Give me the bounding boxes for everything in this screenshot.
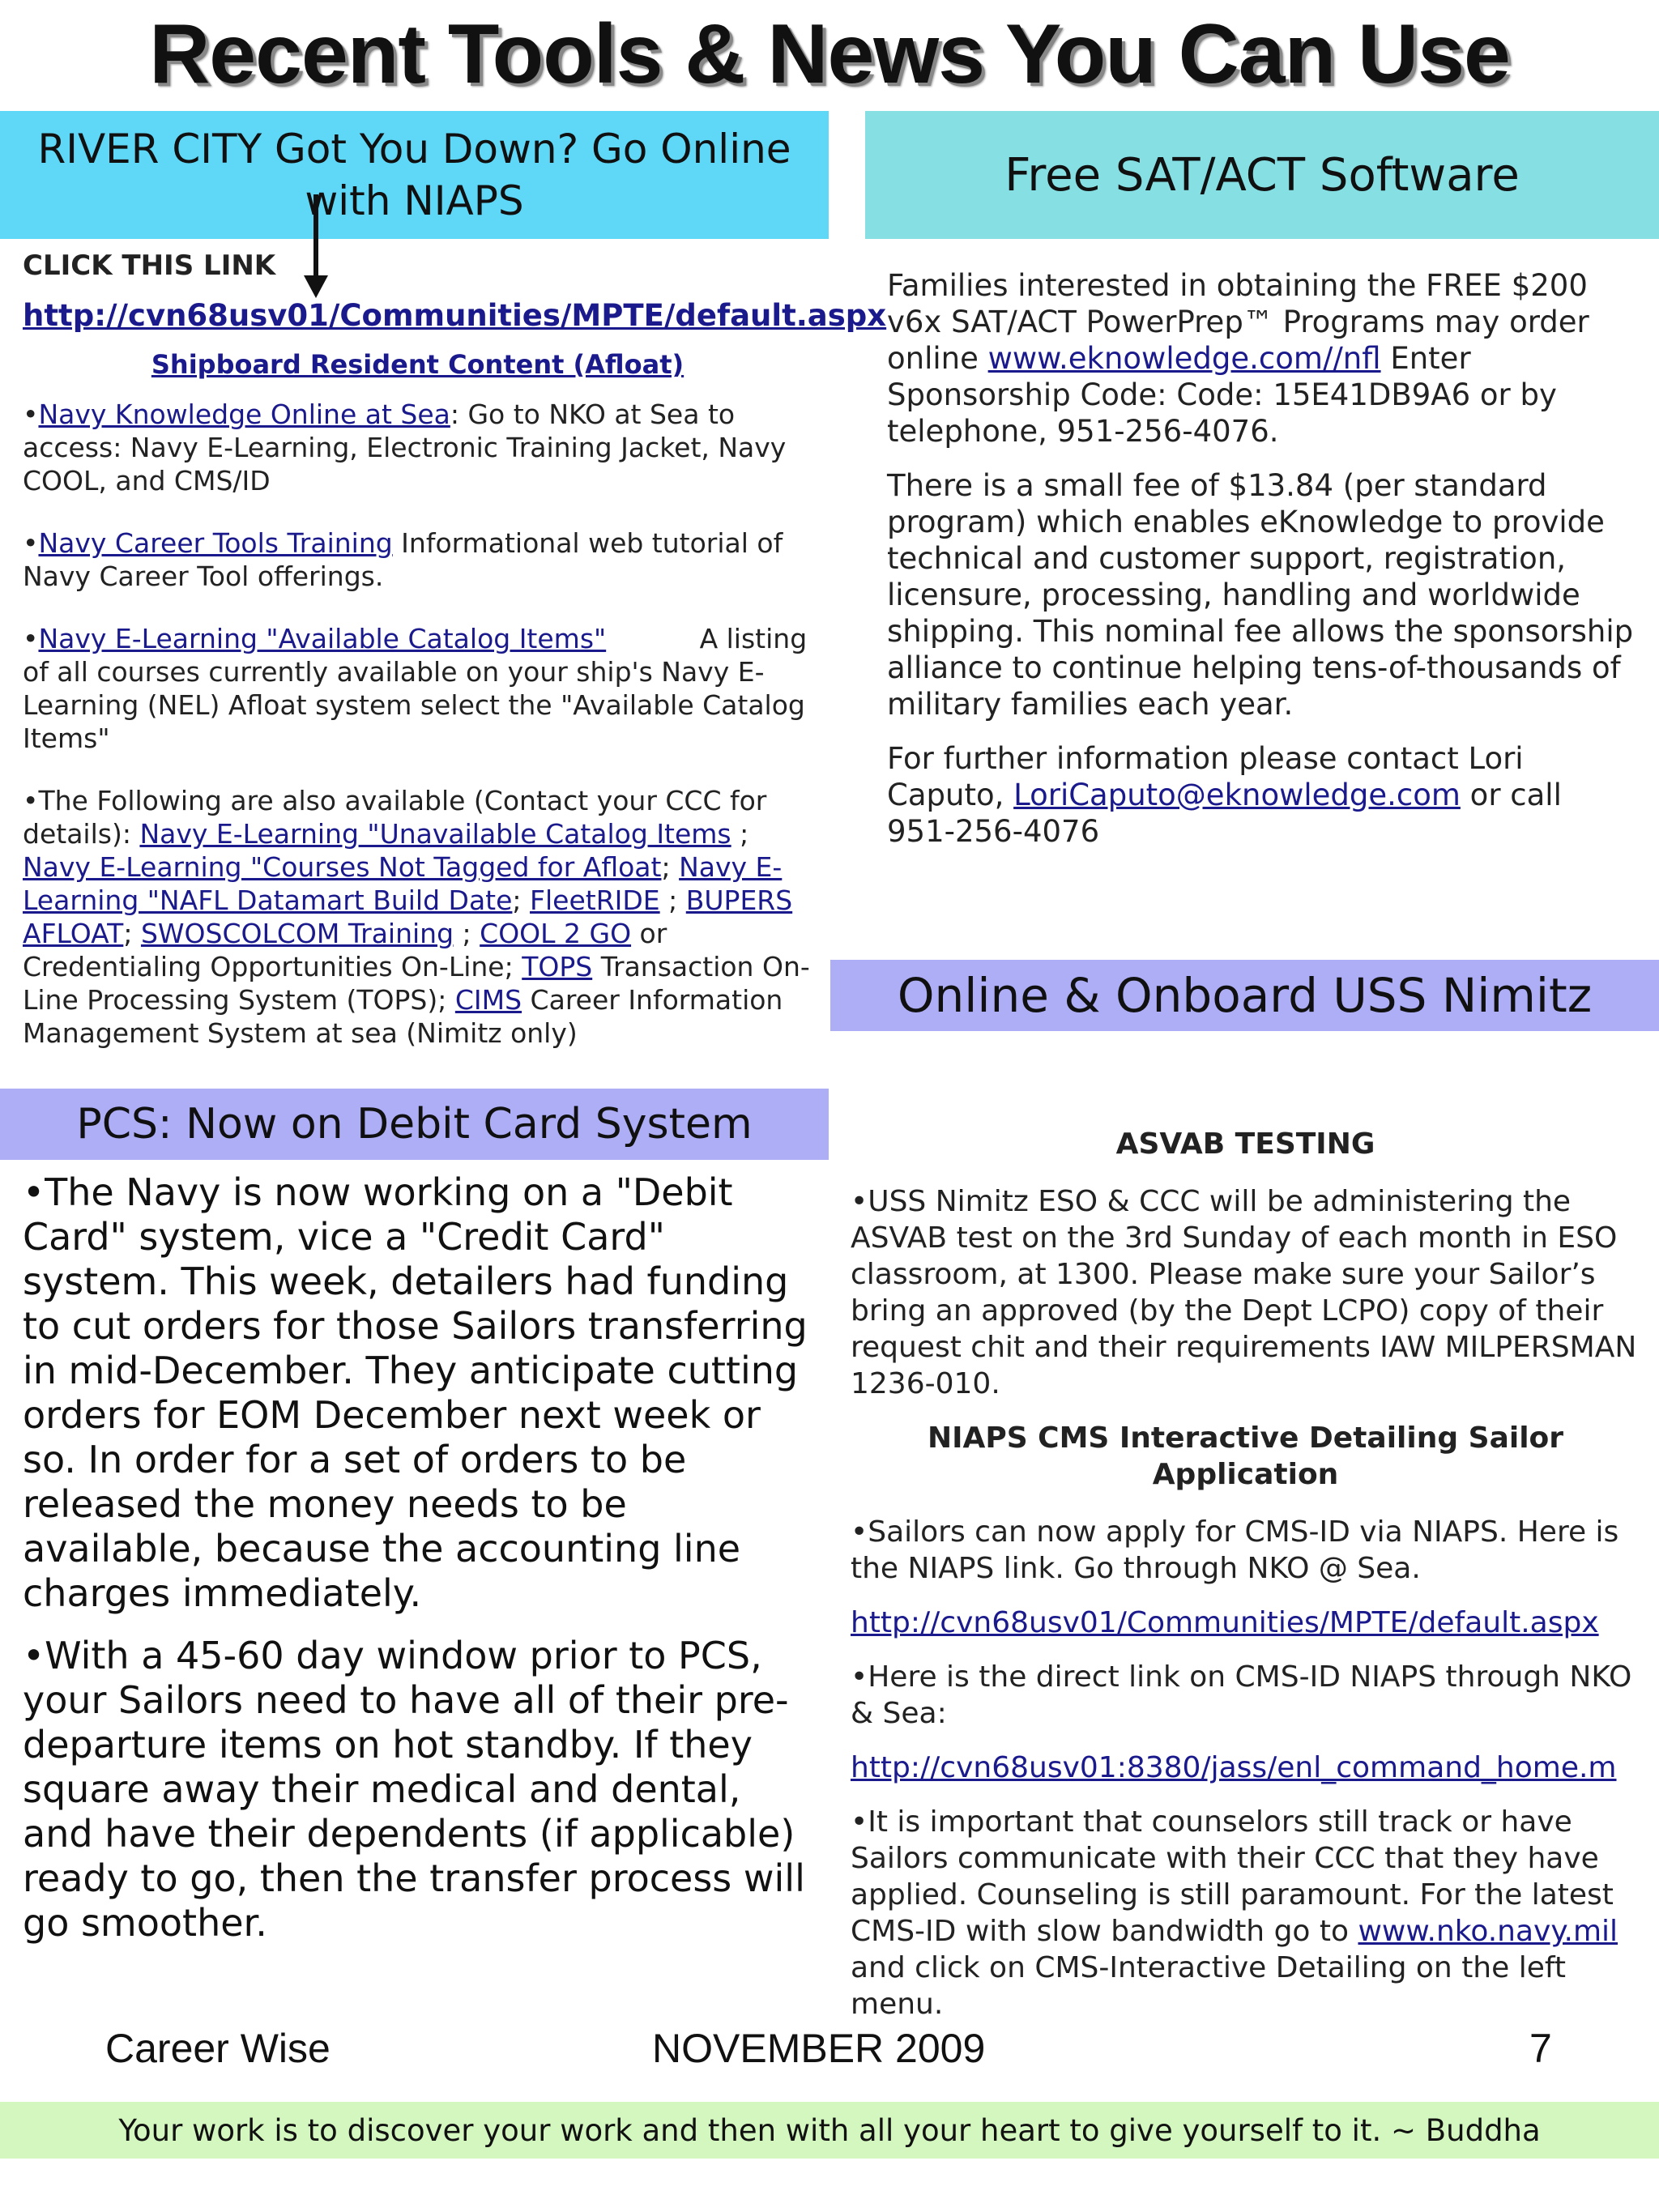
nimitz-content [851,1126,1640,2040]
important-text-b: and click on CMS-Interactive Detailing on the left menu. [851,1951,1567,2021]
issue-date: NOVEMBER 2009 [652,2026,986,2071]
niaps-mpte-link[interactable]: http://cvn68usv01/Communities/MPTE/default.aspx [851,1606,1599,1639]
important-text-a: •It is important that counselors still track or have Sailors communicate with their CCC that they have applied. Counseling is still paramount. For the latest CMS-ID with slow bandwidth go to [851,1805,1614,1948]
career-tools-link[interactable]: Navy Career Tools Training [38,527,393,559]
tops-link[interactable]: TOPS [522,951,593,982]
nko-navy-mil-link[interactable]: www.nko.navy.mil [1358,1915,1618,1948]
quote-banner [0,2102,1659,2159]
bupers-afloat-link[interactable]: BUPERS AFLOAT [23,884,793,949]
career-tools-text: Informational web tutorial of Navy Career Tool offerings. [23,527,783,592]
fleetride-link[interactable]: FleetRIDE [530,884,660,916]
jass-command-link[interactable]: http://cvn68usv01:8380/jass/enl_command_home.m [851,1751,1617,1784]
not-tagged-link[interactable]: Navy E-Learning "Courses Not Tagged for Afloat [23,851,662,883]
pcs-content [23,1170,812,1963]
sat-p3-text-2: or call 951-256-4076 [887,778,1562,849]
publication-name: Career Wise [105,2026,331,2071]
river-city-header-text: RIVER CITY Got You Down? Go Online with NIAPS [37,126,791,224]
buddha-quote: Your work is to discover your work and then with all your heart to give yourself to it. ~ Buddha [118,2112,1541,2148]
career-tools-item: •Navy Career Tools Training Informational web tutorial of Navy Career Tool offerings. [23,527,783,592]
sat-p1-text: Families interested in obtaining the FREE $200 v6x SAT/ACT PowerPrep™ Programs may order online [887,268,1589,376]
nko-link[interactable]: Navy Knowledge Online at Sea [38,399,450,430]
direct-link-text: •Here is the direct link on CMS-ID NIAPS through NKO & Sea: [851,1660,1632,1730]
catalog-text: A listing of all courses currently available on your ship's Navy E-Learning (NEL) Afloat system select the "Available Catalog Items" [23,623,816,754]
tops-text: Transaction On-Line Processing System (TOPS); [23,951,810,1016]
jass-link-para [851,1750,1640,1786]
cool-text: or Credentialing Opportunities On-Line; [23,918,667,982]
shipboard-content-link[interactable]: Shipboard Resident Content (Afloat) [151,349,684,380]
also-available-item: •The Following are also available (Contact your CCC for details): Navy E-Learning "Unavailable Catalog Items ; Navy E-Learning "Courses Not Tagged for Afloat; Navy E-Learning "NAFL Datamart Build Date; FleetRIDE ; BUPERS AFLOAT; SWOSCOLCOM Training ; COOL 2 GO or Credentialing Opportunities On-Line; TOPS Transaction On-Line Processing System (TOPS); CIMS Career Information Management System at sea (Nimitz only) [23,785,810,1049]
available-catalog-link[interactable]: Navy E-Learning "Available Catalog Items" [38,623,607,654]
pcs-paragraph-2: •With a 45-60 day window prior to PCS, your Sailors need to have all of their pre-departure items on hot standby. If they square away their medical and dental, and have their dependents (if applicable) ready to go, then the transfer process will go smoother. [23,1634,805,1945]
important-text [851,1804,1640,2022]
apply-text: •Sailors can now apply for CMS-ID via NIAPS. Here is the NIAPS link. Go through NKO @ Sea. [851,1515,1619,1585]
river-city-header [0,111,829,239]
nko-text: : Go to NKO at Sea to access: Navy E-Learning, Electronic Training Jacket, Navy COOL, and CMS/ID [23,399,787,497]
niaps-link-para [851,1605,1640,1641]
pcs-header [0,1089,829,1160]
unavailable-catalog-link[interactable]: Navy E-Learning "Unavailable Catalog Items [139,818,731,850]
sat-act-header-text: Free SAT/ACT Software [1004,148,1520,202]
cims-link[interactable]: CIMS [454,984,522,1016]
sat-act-content [887,267,1636,867]
click-link-label: CLICK THIS LINK [23,249,276,282]
eknowledge-link[interactable]: www.eknowledge.com//nfl [987,341,1381,376]
sat-paragraph-2: There is a small fee of $13.84 (per standard program) which enables eKnowledge to provide technical and customer support, registration, licensure, processing, handling and worldwide shipping. This nominal fee allows the sponsorship alliance to continue helping tens-of-thousands of military families each year. [887,468,1634,722]
cool-2-go-link[interactable]: COOL 2 GO [480,918,632,949]
sat-p1-text-2: Enter Sponsorship Code: Code: 15E41DB9A6 or by telephone, 951-256-4076. [887,341,1557,449]
nimitz-header [830,960,1659,1031]
sat-p3-text: For further information please contact Lori Caputo, [887,741,1524,812]
niaps-cms-heading: NIAPS CMS Interactive Detailing Sailor Application [927,1421,1564,1491]
page-title: Recent Tools & News You Can Use [149,7,1510,101]
river-city-content [23,249,887,1079]
lori-caputo-email-link[interactable]: LoriCaputo@eknowledge.com [1013,778,1461,812]
nafl-datamart-link[interactable]: Navy E-Learning "NAFL Datamart Build Date [23,851,783,916]
sat-act-header [865,111,1659,239]
following-text: The Following are also available (Contact your CCC for details): [23,785,767,850]
cims-text: Career Information Management System at sea (Nimitz only) [23,984,783,1049]
pcs-header-text: PCS: Now on Debit Card System [76,1100,753,1149]
nimitz-header-text: Online & Onboard USS Nimitz [897,968,1593,1023]
sat-paragraph-1 [887,267,1636,450]
catalog-item: •Navy E-Learning "Available Catalog Items" A listing of all courses currently available on your ship's Navy E-Learning (NEL) Afloat system select the "Available Catalog Items" [23,623,816,754]
pcs-paragraph-1: •The Navy is now working on a "Debit Card" system, vice a "Credit Card" system. This week, detailers had funding to cut orders for those Sailors transferring in mid-December. They anticipate cutting orders for EOM December next week or so. In order for a set of orders to be released the money needs to be available, because the accounting line charges immediately. [23,1170,808,1615]
swoscolcom-link[interactable]: SWOSCOLCOM Training [140,918,454,949]
sat-paragraph-3 [887,740,1636,850]
asvab-heading: ASVAB TESTING [1115,1127,1375,1161]
mpte-link[interactable]: http://cvn68usv01/Communities/MPTE/default.aspx [23,298,887,333]
nko-item: •Navy Knowledge Online at Sea: Go to NKO at Sea to access: Navy E-Learning, Electronic Training Jacket, Navy COOL, and CMS/ID [23,399,787,497]
page-number: 7 [1529,2026,1552,2071]
asvab-text: •USS Nimitz ESO & CCC will be administering the ASVAB test on the 3rd Sunday of each month in ESO classroom, at 1300. Please make sure your Sailor’s bring an approved (by the Dept LCPO) copy of their request chit and their requirements IAW MILPERSMAN 1236-010. [851,1185,1637,1400]
